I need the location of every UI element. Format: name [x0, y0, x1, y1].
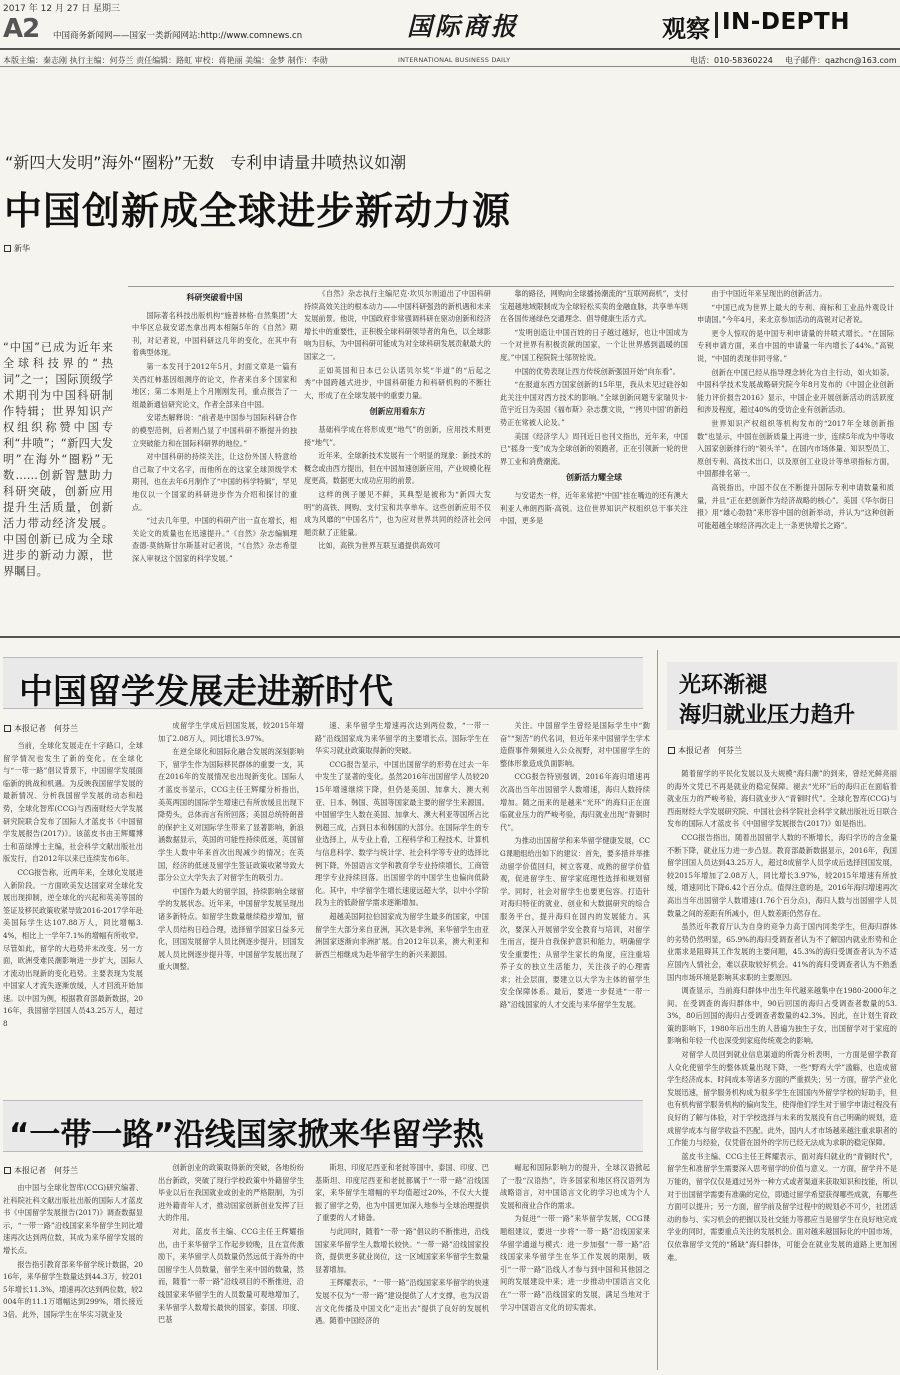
story2-paragraph: 速、来华留学生增速再次达到两位数，“一带一路”沿线国家成为来华留学的主要增长点。国际学生在华实习就业政策取得新的突破。: [315, 721, 489, 756]
story2-column-3: [315, 720, 489, 1085]
story2-byline-text: 本报记者 何芬兰: [14, 724, 78, 733]
byline-square-icon: [4, 245, 11, 252]
section-divider: [715, 12, 718, 38]
story1-column-4: [697, 288, 894, 624]
story1-paragraph: “中国已成为世界上最大的专利、商标和工业品外观设计申请国。”今年4月，来北京参加活动的高锐对记者说。: [697, 302, 894, 325]
story3-byline: [668, 745, 742, 756]
story1-paragraph: 中国的优势表现让西方传统创新强国开始“向东看”。: [514, 366, 680, 376]
story3-paragraph: 蓝皮书主编、CCG主任王辉耀表示，面对海归就业的“青铜时代”，留学生和准留学生需要深入思考留学的价值与意义。一方面，留学并不是万能的，留学仅仅是通过另外一种方式或者渠道来获取知识和技能，所以对于出国留学需要有准确的定位，即通过留学希望获得哪些成就，有哪些方面可以提升；另一方面，留学前及留学过程中的规划必不可少，社团活动的参与、实习机会的把握以及社交能力等都应当是留学生在良好地完成学业的同时，需要重点关注的发展机会。面对越来越国际化的中国市场，仅依靠留学文凭的“稀缺”海归群体，可能会在就业发展的道路上更加困难。: [667, 1151, 897, 1262]
story4-column-1: [3, 1182, 143, 1370]
story4-column-2: [158, 1162, 304, 1370]
story1-paragraph: 正如英国和日本已公认诺贝尔奖“半道”的“后起之秀”中国跨越式进步，中国科研能力和科研机构的不断壮大，形成了在全球发展中的重要力量。: [304, 365, 491, 400]
story1-paragraph: 这样的例子屡见不鲜，其典型是被称为“新四大发明”的高铁、网购、支付宝和共享单车。这些创新应用不仅成为风靡的“中国名片”，也为应对世界共同的经济社会问题贡献了正能量。: [304, 489, 491, 537]
story1-paragraph: 美国《经济学人》周刊近日也刊文指出，近年来，中国已“摇身一变”成为全球创新的领跑者，正在引领新一轮的世界工业和消费潮流。: [500, 431, 688, 466]
story4-byline-text: 本报记者 何芬兰: [14, 1166, 78, 1175]
story4-paragraph: 创新创业的政策取得新的突破，各地纷纷出台新政，突破了现行学校政策中外籍留学生毕业以后在我国就业或创业的严格限制，为引进外籍青年人才，推动国家创新创业发挥了巨大的作用。: [158, 1163, 304, 1223]
story2-paragraph: 中国作为最大的留学国，持续影响全球留学的发展状态。近年来，中国留学发展呈现出诸多新特点。如留学生数量继续稳步增加，留学人员结构日趋合理，选择留学国家日益多元化，回国发展留学人员比例逐步提升，回国发展人员比例逐步提升等，中国留学发展出现了重大调整。: [158, 886, 304, 972]
newspaper-logo: [398, 7, 528, 47]
story1-paragraph: 世界知识产权组织等机构发布的“2017年全球创新指数”也显示，中国在创新质量上再进一步，连续5年成为中等收入国家创新排行的“领头羊”。在国内市场体量、知识型员工、原创专利、高技术出口，以及原创工业设计等单项指标方面，中国都排名第一。: [697, 418, 894, 479]
story3-paragraph: 对留学人员回到就业信息渠道的所需分析表明，一方面是留学教育人众化使留学生的整体质量出现下降，一些“野鸡大学”滥觞，也造成留学生经济成本、时间成本等诸多方面的严重损失；另一方面，留学产业化发展迅速，留学服务机构成为很多学生在国国内外留学学校的好助手，但也有机构留学服务机构的偏向发生，使得他们学生对于留学申请过程没有良好的了解与体验，对于学校选择与未来的发展没有自己明确的规划，造成留学成本与留学收益不匹配。此外，国内人才市场越来越注重求职者的工作能力与经验，仅凭借在国外的学历已经无法成为求职的稳定保障。: [667, 1050, 897, 1148]
story2-column-4: [500, 720, 650, 1085]
section-separator: [0, 636, 900, 638]
story4-paragraph: 与此同时，随着“一带一路”倡议的不断推进，沿线国家来华留学生人数增长较快。“一带一路”沿线国家投资，提供更多就业岗位，这一区域国家来华留学生数量显著增加。: [315, 1226, 489, 1274]
story1-subhead-3: 创新活力耀全球: [566, 473, 622, 483]
story1-paragraph: 基础科学成在将形成更“地气”的创新，应用技术则更接“地气”。: [304, 424, 491, 447]
story2-paragraph: 为推动出国留学和来华留学健康发展，CCG课题组给出如下的建议：首先，要多措并举推动留学价值回归，树立客观、成熟的留学价值观，促进留学生、留学家庭理性选择和规划留学。同时，社会对留学生也要更包容。打造针对海归特征的就业、创业和大数据研究的综合服务平台，提升海归在国内的发展能力。其次，要深入开展留学安全教育与培训，对留学生而言，提升自我保护意识和能力，明确留学安全重要性；从留学生家长的角度，应注重培养子女的独立生活能力，关注孩子的心理需求；社会层面，要建立以大学为主体的留学生安全保障体系。最后，要进一步促进“一带一路”沿线国家的人才交流与来华留学生发展。: [500, 836, 650, 1010]
story1-paragraph: 安诺杰解释说：“前者是中国参与国际科研合作的模型范例，后者则凸显了中国科研不断提升的独立突破能力和在国际科研界的地位。”: [132, 413, 297, 448]
story2-paragraph: 在逆全球化和国际化融合发展的深刻影响下，留学生作为国际移民群体的重要一支，其在2016年的发展情况也出现新变化。国际人才蓝皮书显示，CCG主任王辉耀分析指出，美英两国的国际学生增速已有所放缓且出现下降势头，总体而言有所回落；美国总统特朗普的保护主义对国际学生带来了显著影响，新浪涵数据显示，英国的可能性持续低迷，英国留学生人数中年来首次出现减少的情况；在英国，经济的低迷及留学生签证政策收紧导致大部分公立大学失去了对留学生的吸引力。: [158, 747, 304, 883]
story1-paragraph: “过去几年里，中国的科研产出一直在增长，相关论文的质量也在迅速提升。”《自然》杂志编辑理查德·莫纳斯甘尔斯基对记者说，“《自然》杂志希望深入审视这个国家的科学发展。”: [132, 516, 297, 563]
byline-square-icon: [668, 747, 675, 754]
story2-paragraph: 超越美国阿拉伯国家成为留学生最多的国家，中国留学生大部分来自亚洲，其次是非洲，来华留学生由亚洲国家逐渐向非洲扩展。自2012年以来，澳大利亚和新西兰相继成为赴华留学生的新兴来源国。: [315, 911, 489, 959]
site-line: 中国商务新闻网——国家一类新闻网站:http://www.comnews.cn: [53, 31, 303, 41]
story1-column-1: [132, 288, 297, 624]
story1-paragraph: 《自然》杂志执行主编尼克·坎贝尔则道出了中国科研持续高效关注的根本动力——中国科研强劲的新机遇和未来发展前景。他说，中国政府非常强调科研在驱动创新和经济增长中的重要性，正积极全球科研领导者的角色，以全球影响为目标，为中国科研可能成为对全球科研发展贡献最大的国家之一。: [304, 289, 491, 361]
story3-paragraph: 虽然近年教育厅认为自身的竞争力高于国内同类学生，但海归群体的劣势仍然明显，65.9%的海归受调查者认为不了解国内就业形势和企业需求是阻碍其工作发展的主要问题，45.3%的海归受调查者认为不适应国内人情社会，难以获取较好机会。41%的海归受调查者认为不熟悉国内市场环境是影响其求职的主要原因。: [667, 922, 897, 982]
story2-paragraph: 当前，全球化发展走在十字路口，全球留学情况也发生了新的变化。在全球化与“一带一路”倡议背景下，中国留学发展面临新的挑战和机遇。为反映我国留学发展的最新情况、分析我国留学发展的动态和趋势，全球化智库(CCG)与西南财经大学发展研究院联合发布了国际人才蓝皮书《中国留学发展报告(2017)》。该蓝皮书由王辉耀博士和苗绿博士主编，社会科学文献出版社出版发行，自2012年以来已连续发布6年。: [3, 741, 143, 864]
contact-phone: 电话：010-58360224: [690, 56, 773, 65]
page-number: A2: [3, 14, 40, 44]
story4-byline: [4, 1165, 78, 1176]
byline-square-icon: [4, 725, 11, 732]
story1-headline: 中国创新成全球进步新动力源: [4, 189, 512, 233]
story2-paragraph: 关注。中国留学生曾经是国际学生中“勤奋”“刻苦”的代名词，但近年来中国留学生学术造假事件频频进入公众视野，对中国留学生的整体形象造成负面影响。: [500, 721, 650, 768]
byline-square-icon: [4, 1167, 11, 1174]
story1-pullquote: “中国”已成为近年来全球科技界的“热词”之一；国际顶级学术期刊为中国科研制作特辑；世界知识产权组织称赞中国专利“井喷”；“新四大发明”在海外“圈粉”无数……创新智慧助力科研突破，创新应用提升生活质量，创新活力带动经济发展。中国创新已成为全球进步的新动力源，世界瞩目。: [3, 341, 113, 578]
story1-paragraph: 与安诺杰一样，近年来常把“中国”挂在嘴边的还有澳大利亚人弗朗西斯·高锐。这位世界知识产权组织总干事关注中国，更多是: [500, 490, 688, 526]
story1-kicker: “新四大发明”海外“圈粉”无数 专利申请量井喷热议如潮: [5, 153, 407, 172]
story1-column-2: [304, 288, 491, 624]
story2-paragraph: CCG报告特别强调，2016年海归增速再次高出当年出国留学人数增速，海归人数持续增加。随之而来的是越来“光环”的海归正在面临就业压力的严峻考验，海归就业出现“青铜时代”。: [500, 772, 650, 832]
masthead-rule-thin: [0, 66, 900, 67]
story2-headline: 中国留学发展走进新时代: [19, 672, 393, 712]
story4-paragraph: 为促进“一带一路”来华留学发展，CCG课题组建议，要进一步将“一带一路”沿线国家来华留学通道与模式：进一步加强“一带一路”沿线国家来华留学生在华工作发展的限制，吸引“一带一路”沿线人才参与到中国和其他国之间的发展建设中来；进一步推动中国语言文化在“一带一路”沿线国家的发展，满足当地对于学习中国语言文化的切实需求。: [500, 1214, 650, 1312]
story4-paragraph: 报告指引教育部来华留学统计数据，2016年，来华留学生数量达到44.3万，较2015年增长11.3%，增速再次达到两位数，较2004年的11.1万增幅达到299%，增长接近3倍。此外，国际学生在华实习就业及: [3, 1259, 143, 1319]
story4-headline-box: [3, 1100, 643, 1152]
story1-paragraph: 对中国科研的持续关注，让这份外国人特意给自己取了中文名字，而他所在的这家全球顶级学术期刊，也在去年6月制作了“中国的科学特辑”，罕见地仅以一个国家的科研进步作为介绍和探讨的重点。: [132, 452, 297, 512]
story1-column-3: [500, 288, 688, 624]
story1-paragraph: 高锐指出，中国不仅在不断提升国际专利申请数量和质量，并且“正在把创新作为经济战略的核心”。美国《华尔街日报》用“雄心勃勃”来形容中国的创新举动，并认为“这种创新可能超越全球经济再次走上一条更快增长之路”。: [697, 482, 894, 530]
section-title-en: IN-DEPTH: [722, 9, 850, 35]
story1-paragraph: “在报道东西方国家创新的15年里，我从未见过硅谷如此关注中国对西方技术的影响。”全球创新问题专家瑞贝卡·范宇近日为美国《福布斯》杂志撰文说，“‘拷贝中国’的新趋势正在常被人论及。”: [500, 380, 688, 427]
story4-headline: “一带一路”沿线国家掀来华留学热: [9, 1117, 484, 1153]
editor-credits: 本版主编：秦志刚 执行主编：何芬兰 责任编辑：路虹 审校：蒋艳丽 美编：金梦 制作：李勋: [3, 56, 328, 65]
story1-top-rule: [128, 286, 894, 287]
story3-paragraph: CCG报告指出，随着出国留学人数的不断增长，海归学历的含金量不断下降，就业压力进一步凸显。教育部最新数据显示，2016年，我国留学回国人员达到43.25万人，超过8成留学人员学成后选择回国发展，较2015年增加了2.08万人，同比增长3.97%，较2015年增速有所放缓，增速同比下降6.42个百分点。值得注意的是，2016年海归增速再次高出当年出国留学人数增速(1.76个百分点)，海归人数与出国留学人员数量之间的差距有所减小，但人数差距仍然存在。: [667, 832, 897, 918]
story1-paragraph: “发明创造让中国百姓的日子越过越好，也让中国成为一个对世界有积极贡献的国家，一个让世界感到温暖的国度。”中国工程院院士邬贺铨说。: [500, 327, 688, 362]
story3-headline-line2: 海归就业压力趋升: [679, 703, 856, 728]
logo-english: INTERNATIONAL BUSINESS DAILY: [398, 56, 511, 64]
issue-date: 2017 年 12 月 27 日 星期三: [3, 4, 120, 14]
story1-paragraph: 靠的路径，网购向全球播扬潮流的“互联网商机”，支付宝超越地域限制成为全球轻松买卖的金融血脉，共享单车则在各国传递绿色交通理念、倡导健康生活方式。: [500, 289, 688, 324]
story4-paragraph: 王辉耀表示，“一带一路”沿线国家来华留学的快速发展不仅为“一带一路”建设提供了人才支撑，也为汉语言文化传播及中国文化“走出去”提供了良好的发展机遇。随着中国经济的: [315, 1278, 489, 1326]
story1-subhead-1: 科研突破看中国: [186, 293, 243, 302]
story3-column-1: [667, 768, 897, 1370]
story2-paragraph: 成留学生学成后回国发展，较2015年增加了2.08万人，同比增长3.97%。: [158, 721, 304, 743]
section-title-cn: 观察: [662, 15, 710, 43]
story1-paragraph: 由于中国近年来呈现出的创新活力。: [711, 289, 827, 298]
story1-subhead-2: 创新应用看东方: [369, 407, 426, 417]
story4-paragraph: 斯坦、印度尼西亚和老挝等国中，泰国、印度、巴基斯坦、印度尼西亚和老挝都属于“一带一路”沿线国家，来华留学生增幅的平均值超过20%，不仅大大提振了留学之势，也为中国更加深入地参与全球治理提供了重要的人才储备。: [315, 1163, 489, 1223]
story3-headline-box: [667, 662, 897, 730]
vertical-separator: [657, 650, 658, 1370]
story3-headline-line1: 光环渐褪: [679, 673, 768, 698]
story1-byline: [4, 243, 30, 254]
story1-paragraph: 创新在中国已经从指导理念转化为自主行动，如火如荼。中国科学技术发展战略研究院今年8月发布的《中国企业创新能力评价报告2016》显示，中国企业开展创新活动的活跃度和涉及程度，超过40%的受访企业有创新活动。: [697, 367, 894, 415]
story1-paragraph: 更令人惊叹的是中国专利申请量的井喷式增长。“在国际专利申请方面，来自中国的申请量一年内增长了44%。”高锐说，“中国的表现非同寻常。”: [697, 328, 894, 363]
story3-paragraph: 随着留学的平民化发展以及大规模“海归潮”的到来，曾经光鲜亮丽的海外文凭已不再是就业的稳定保障。褪去“光环”后的海归正在面临着就业压力的严峻考验，海归就业步入“青铜时代”。全球化智库(CCG)与西南财经大学发展研究院、中国社会科学院社会科学文献出版社近日联合发布的国际人才蓝皮书《中国留学发展报告(2017)》如是指出。: [667, 769, 897, 829]
contact-email: 电子邮件：qazhcn@163.com: [785, 56, 897, 65]
masthead-rule: [0, 48, 900, 50]
story4-paragraph: 对此，蓝皮书主编、CCG主任王辉耀指出，由于来华留学工作起步较晚，且在宣传激励下，来华留学人员数量仍然远低于海外的中国留学生人员数量，留学生来中国的数量，然而，随着“一带一路”沿线项目的不断推进，沿线国家来华留学生的人员数量可观地增加了，来华留学人数增长最快的国家，泰国、印度、巴基: [158, 1226, 304, 1325]
story4-column-4: [500, 1162, 650, 1370]
story4-column-3: [315, 1162, 489, 1370]
story2-headline-box: [3, 657, 643, 712]
story1-paragraph: 国际著名科技出版机构“施普林格·自然集团”大中华区总裁安诺杰拿出两本相隔5年的《自然》期刊，对记者说，中国科研这几年的变化，在其中有着典型体现。: [132, 310, 297, 358]
logo-chinese: 国际商报: [406, 12, 519, 41]
story3-byline-text: 本报记者 何芬兰: [678, 746, 742, 755]
story2-byline: [4, 723, 78, 734]
story2-column-1: [3, 740, 143, 1085]
story2-paragraph: CCG报告显示，中国出国留学的形势在过去一年中发生了显著的变化。虽然2016年出国留学人员较2015年增速继续下降，但仍是美国、加拿大、澳大利亚、日本、韩国、英国等国家最主要的留学生来源国。中国留学生人数在美国、加拿大、澳大利亚等国所占比例超三成，占到日本和韩国的大部分。在国际学生的专业选择上，从专业上看，工程科学和工程技术、计算机与信息科学、数学与统计学、社会科学等专业的选择比例下降，外国语言文学和教育学专业持续增长，工商管理学专业持续回落。出国留学的中国学生也偏向低龄化。其中，中学留学生增长速度远超大学，以中小学阶段为主的低龄留学需求逐渐增加。: [315, 759, 489, 908]
story1-paragraph: 近年来，全球新技术发展有一个明显的现象：新技术的概念或由西方提出，但在中国加速创新应用，产业规模化程度更高，数据更大成功应用的前景。: [304, 451, 491, 486]
story4-paragraph: 由中国与全球化智库(CCG)研究编著、社科院社科文献出版社出版的国际人才蓝皮书《中国留学发展报告(2017)》调查数据显示，“一带一路”沿线国家来华留学生同比增速再次达到两位数，其成为来华留学发展的增长点。: [3, 1183, 143, 1255]
story1-paragraph: 第一本发刊于2012年5月，封面文章是一篇有关西红柿基因组测序的论文，作者来自多个国家和地区；第二本则是上个月刚刚发刊，重点报告了一组最新通信研究论文，作者全部来自中国。: [132, 361, 297, 409]
story2-column-2: [158, 720, 304, 1085]
story1-paragraph: 比如，高铁为世界互联互通提供高效可: [318, 541, 441, 551]
story4-paragraph: 崛起和国际影响力的提升，全球汉语掀起了一股“汉语热”，许多国家和地区将汉语列为战略语言，对中国语言文化的学习也成为个人发展和商业合作的需求。: [500, 1163, 650, 1210]
story3-paragraph: 调查显示，当前海归群体中出生年代越来越集中在1980-2000年之间。在受调查的海归群体中，90后回国的海归占受调查者数量的53.3%，80后回国的海归占受调查者数量的42.3%。因此，在计划生育政策的影响下，1980年后出生的人普遍为独生子女，出国留学对于家庭的影响和年轻一代也深受到家庭传统观念的影响。: [667, 986, 897, 1046]
story2-paragraph: CCG报告称，近两年来，全球化发展进入新阶段。一方面欧美发达国家对全球化发展出现抑制，逆全球化的兴起和英美等国的签证及移民政策收紧导致2016-2017学年赴美国际学生达107.88万人，同比增幅3.4%，相比上一学年7.1%的增幅有所收窄。尽管如此，留学的大趋势并未改变。另一方面，欧洲受难民潮影响进一步扩大，国际人才流动出现新的变化趋势。主要表现为发展中国家人才流失逐渐放缓，人才回流开始加速。以中国为例，根据教育部最新数据，2016年，我国留学回国人员43.25万人，超过8: [3, 867, 143, 1029]
story1-byline-text: 新华: [14, 244, 30, 253]
